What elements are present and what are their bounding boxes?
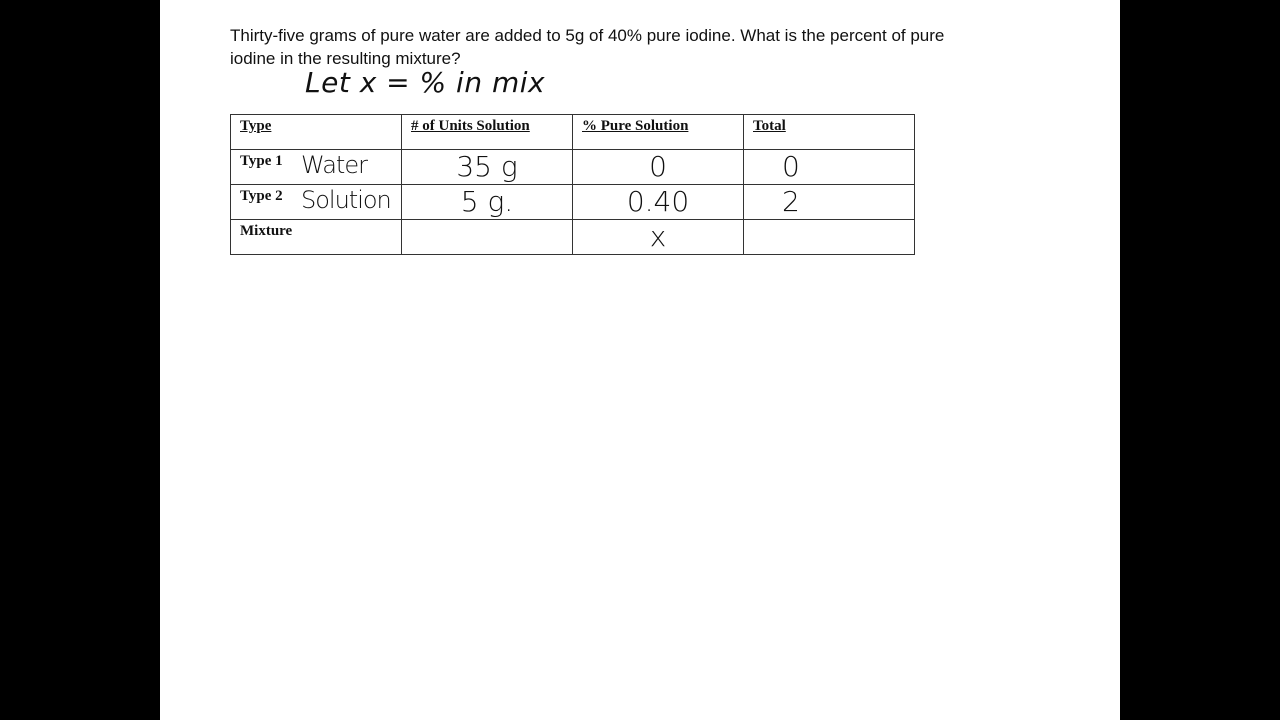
pure-cell: 0.40: [626, 185, 690, 218]
row-label: Type 2: [240, 188, 283, 204]
header-pure: % Pure Solution: [582, 118, 689, 134]
pure-cell: 0: [649, 150, 667, 183]
table-row: [231, 220, 915, 255]
total-cell: 0: [782, 150, 800, 183]
handwritten-variable-definition: Let x = % in mix: [305, 66, 546, 99]
pure-cell: x: [649, 220, 667, 253]
header-total: Total: [753, 118, 786, 134]
worksheet-page: [160, 0, 1120, 720]
problem-line-1: Thirty-five grams of pure water are added to 5g of 40% pure iodine. What is the percent of pure: [230, 26, 945, 45]
table-row: [231, 150, 915, 185]
table-header-row: [231, 115, 915, 150]
table-row: [231, 185, 915, 220]
mixture-table: [230, 114, 915, 255]
handwritten-row-label: Solution: [301, 186, 391, 214]
units-cell: 5 g.: [460, 185, 514, 218]
handwritten-row-label: Water: [301, 151, 367, 179]
total-cell: 2: [782, 185, 800, 218]
problem-line-2: iodine in the resulting mixture?: [230, 49, 461, 68]
header-units: # of Units Solution: [411, 118, 530, 134]
row-label: Type 1: [240, 153, 283, 169]
units-cell: 35 g: [456, 150, 518, 183]
header-type: Type: [240, 118, 272, 134]
problem-statement: [230, 24, 1050, 70]
row-label: Mixture: [240, 223, 293, 239]
